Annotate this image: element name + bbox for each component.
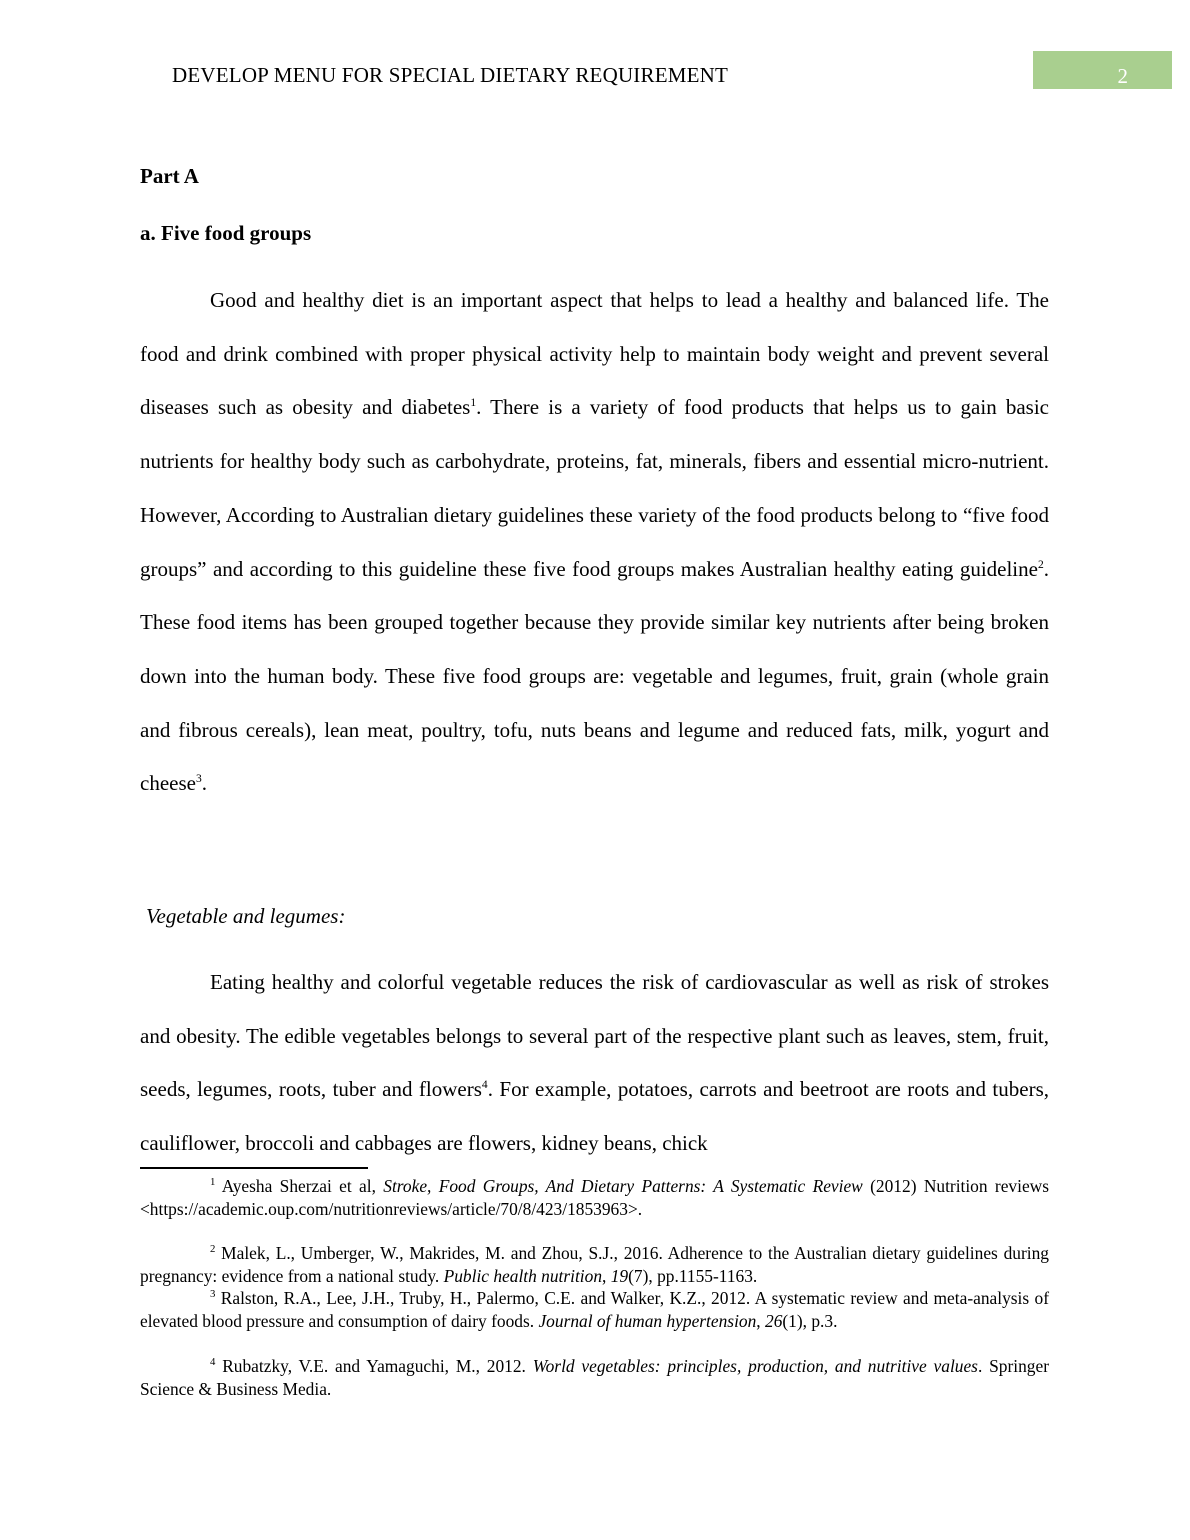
section-heading: a. Five food groups — [140, 221, 312, 245]
footnote-number: 2 — [210, 1243, 216, 1256]
footnote-ref-3[interactable]: 3 — [195, 773, 202, 786]
footnote-4 — [140, 1355, 1049, 1401]
footnote-ref-4[interactable]: 4 — [481, 1079, 488, 1092]
footnote-text: Malek, L., Umberger, W., Makrides, M. and Zhou, S.J., 2016. Adherence to the Australian dietary guidelines during pregnancy: evidence from a national study. — [140, 1243, 1049, 1286]
paragraph-text: Eating healthy and colorful vegetable reduces the risk of cardiovascular as well as risk of strokes and obesity. The edible vegetables belongs to several part of the respective plant such as leaves, stem, fruit, seeds, legumes, roots, tuber and flowers — [140, 970, 1049, 1102]
paragraph-text: . — [201, 771, 207, 796]
footnote-number: 4 — [210, 1356, 216, 1369]
page-number-badge: 2 — [1033, 51, 1172, 89]
footnote-3 — [140, 1287, 1049, 1333]
paragraph-text: Good and healthy diet is an important aspect that helps to lead a healthy and balanced life. The food and drink combined with proper physical activity help to maintain body weight and prevent several diseases such as obesity and diabetes — [140, 288, 1049, 420]
footnote-ref-2[interactable]: 2 — [1037, 558, 1044, 571]
footnote-ref-1[interactable]: 1 — [470, 397, 477, 410]
footnote-separator — [140, 1167, 368, 1169]
footnote-number: 1 — [210, 1176, 216, 1189]
body-paragraph-vegetables — [140, 956, 1049, 1171]
footnote-text: Ayesha Sherzai et al, — [215, 1176, 384, 1196]
footnote-volume: 26 — [765, 1311, 783, 1331]
footnote-text: (7), pp.1155-1163. — [628, 1266, 758, 1286]
paragraph-text: . There is a variety of food products that helps us to gain basic nutrients for healthy body such as carbohydrate, proteins, fat, minerals, fibers and essential micro-nutrient. However, According to Australian dietary guidelines these variety of the food products belong to “five food groups” and according to this guideline these five food groups makes Australian healthy eating guideline — [140, 395, 1049, 581]
part-heading: Part A — [140, 164, 199, 188]
paragraph-text: . These food items has been grouped together because they provide similar key nutrients after being broken down into the human body. These five food groups are: vegetable and legumes, fruit, grain (whole grain and fibrous cereals), lean meat, poultry, tofu, nuts beans and legume and reduced fats, milk, yogurt and cheese — [140, 556, 1049, 796]
paragraph-text: . For example, potatoes, carrots and beetroot are roots and tubers, cauliflower, broccoli and cabbages are flowers, kidney beans, chick — [140, 1077, 1050, 1156]
footnote-text: , — [602, 1266, 611, 1286]
footnote-journal: Public health nutrition — [443, 1266, 603, 1286]
footnote-text: , — [756, 1311, 765, 1331]
running-header-title: DEVELOP MENU FOR SPECIAL DIETARY REQUIREMENT — [172, 63, 729, 87]
footnote-text: Rubatzky, V.E. and Yamaguchi, M., 2012. — [215, 1356, 533, 1376]
footnote-text: (2012) Nutrition reviews <https://academic.oup.com/nutritionreviews/article/70/8/423/1853963>. — [140, 1176, 1049, 1219]
footnote-text: Ralston, R.A., Lee, J.H., Truby, H., Palermo, C.E. and Walker, K.Z., 2012. A systematic review and meta-analysis of elevated blood pressure and consumption of dairy foods. — [140, 1288, 1049, 1331]
body-paragraph-five-food-groups — [140, 274, 1049, 811]
footnote-book-title: World vegetables: principles, production, and nutritive values — [532, 1356, 978, 1376]
footnote-journal: Journal of human hypertension — [538, 1311, 757, 1331]
subheading-vegetable-legumes: Vegetable and legumes: — [146, 904, 346, 928]
footnote-number: 3 — [210, 1288, 216, 1301]
footnote-1 — [140, 1175, 1049, 1221]
footnote-2 — [140, 1242, 1049, 1288]
footnote-text: . Springer Science & Business Media. — [140, 1356, 1050, 1399]
footnote-text: (1), p.3. — [782, 1311, 838, 1331]
footnote-volume: 19 — [610, 1266, 629, 1286]
footnote-title: Stroke, Food Groups, And Dietary Patterns: A Systematic Review — [383, 1176, 863, 1196]
